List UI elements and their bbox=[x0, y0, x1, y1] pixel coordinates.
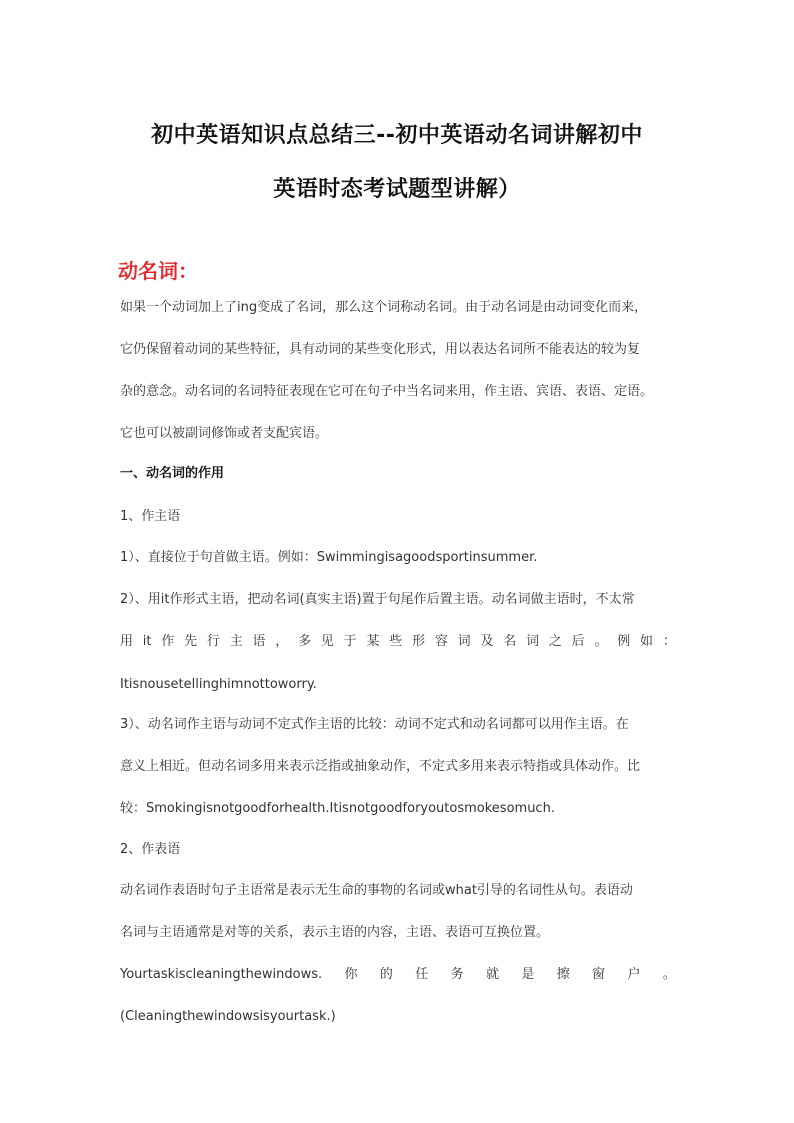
justified-word: 些 bbox=[389, 634, 403, 649]
justified-word: 如 bbox=[640, 634, 654, 649]
item-3-line-3: 较：Smokingisnotgoodforhealth.Itisnotgoodforyoutosmokesomuch. bbox=[120, 801, 555, 816]
justified-word: 容 bbox=[434, 634, 448, 649]
item-2-line-2 bbox=[120, 633, 676, 651]
subsection-subject: 1、作主语 bbox=[120, 509, 181, 524]
intro-line-3: 杂的意念。动名词的名词特征表现在它可在句子中当名词来用，作主语、宾语、表语、定语。 bbox=[120, 384, 654, 399]
justified-word: ： bbox=[662, 634, 676, 649]
justified-word: ， bbox=[275, 634, 289, 649]
document-title-line-2: 英语时态考试题型讲解） bbox=[273, 177, 521, 202]
justified-word: 你 bbox=[344, 967, 358, 982]
justified-word: 词 bbox=[526, 634, 540, 649]
justified-word: 是 bbox=[521, 967, 535, 982]
predicative-line-2: 名词与主语通常是对等的关系，表示主语的内容，主语、表语可互换位置。 bbox=[120, 925, 550, 940]
justified-word: 户 bbox=[627, 967, 641, 982]
justified-word: 窗 bbox=[592, 967, 606, 982]
justified-word: 。 bbox=[594, 634, 608, 649]
justified-word: 多 bbox=[298, 634, 312, 649]
section-heading-gerund: 动名词： bbox=[118, 259, 198, 283]
justified-word: 作 bbox=[161, 634, 175, 649]
justified-word: 语 bbox=[252, 634, 266, 649]
justified-word: 及 bbox=[480, 634, 494, 649]
justified-word: 行 bbox=[206, 634, 220, 649]
item-3-line-2: 意义上相近。但动名词多用来表示泛指或抽象动作，不定式多用来表示特指或具体动作。比 bbox=[120, 759, 641, 774]
item-3-line-1: 3）、动名词作主语与动词不定式作主语的比较：动词不定式和动名词都可以用作主语。在 bbox=[120, 717, 629, 732]
subsection-predicative: 2、作表语 bbox=[120, 842, 181, 857]
justified-word: 见 bbox=[320, 634, 334, 649]
justified-word: 就 bbox=[486, 967, 500, 982]
item-2-line-1: 2）、用it作形式主语，把动名词(真实主语)置于句尾作后置主语。动名词做主语时，不太常 bbox=[120, 592, 635, 607]
justified-word: 词 bbox=[457, 634, 471, 649]
justified-word: 之 bbox=[548, 634, 562, 649]
intro-line-1: 如果一个动词加上了ing变成了名词，那么这个词称动名词。由于动名词是由动词变化而来， bbox=[120, 300, 648, 315]
justified-word: 用 bbox=[120, 634, 134, 649]
justified-word: 任 bbox=[415, 967, 429, 982]
justified-word: Yourtaskiscleaningthewindows. bbox=[120, 967, 323, 982]
justified-word: 于 bbox=[343, 634, 357, 649]
justified-word: 主 bbox=[229, 634, 243, 649]
predicative-line-3 bbox=[120, 966, 676, 984]
justified-word: 擦 bbox=[556, 967, 570, 982]
item-1: 1）、直接位于句首做主语。例如：Swimmingisagoodsportinsummer. bbox=[120, 550, 538, 565]
justified-word: 先 bbox=[184, 634, 198, 649]
document-title-line-1: 初中英语知识点总结三--初中英语动名词讲解初中 bbox=[151, 123, 643, 148]
justified-word: 。 bbox=[662, 967, 676, 982]
predicative-line-4: (Cleaningthewindowsisyourtask.) bbox=[120, 1009, 336, 1024]
justified-word: 某 bbox=[366, 634, 380, 649]
justified-word: 名 bbox=[503, 634, 517, 649]
item-2-line-3: Itisnousetellinghimnottoworry. bbox=[120, 677, 317, 692]
intro-line-4: 它也可以被副词修饰或者支配宾语。 bbox=[120, 426, 329, 441]
justified-word: it bbox=[142, 634, 152, 649]
justified-word: 务 bbox=[450, 967, 464, 982]
intro-line-2: 它仍保留着动词的某些特征，具有动词的某些变化形式，用以表达名词所不能表达的较为复 bbox=[120, 342, 641, 357]
predicative-line-1: 动名词作表语时句子主语常是表示无生命的事物的名词或what引导的名词性从句。表语动 bbox=[120, 883, 633, 898]
justified-word: 后 bbox=[571, 634, 585, 649]
justified-word: 例 bbox=[617, 634, 631, 649]
justified-word: 的 bbox=[379, 967, 393, 982]
section-title-function: 一、动名词的作用 bbox=[120, 466, 225, 481]
justified-word: 形 bbox=[412, 634, 426, 649]
